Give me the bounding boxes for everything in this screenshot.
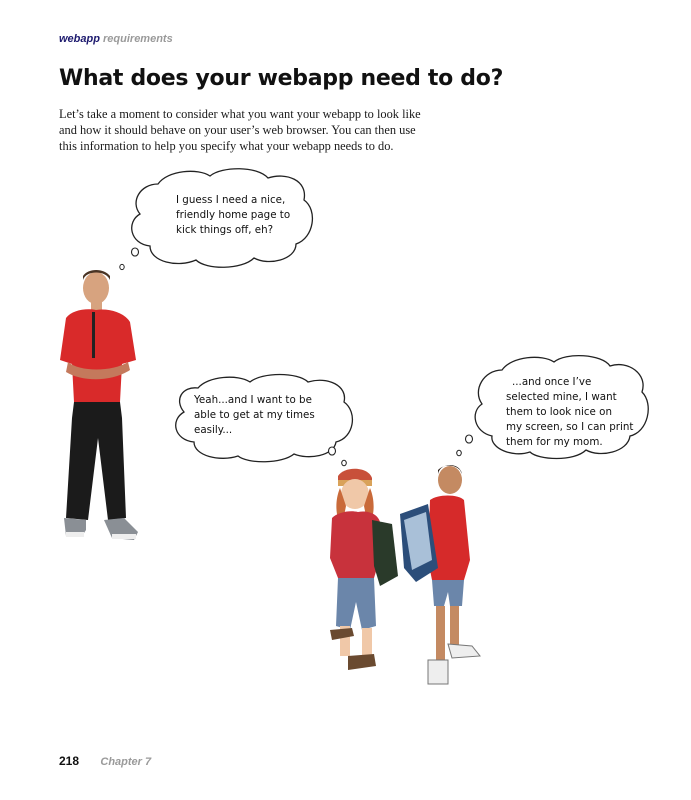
thought-text-boy: ...and once I’ve selected mine, I want them to look nice on my screen, so I can print them for my mom. <box>506 376 634 448</box>
chapter-label: Chapter 7 <box>100 756 152 768</box>
running-head <box>59 33 173 45</box>
girl-with-backpack-photo <box>318 466 402 682</box>
coach-photo <box>56 268 142 578</box>
thought-text-coach: I guess I need a nice, friendly home page to kick things off, eh? <box>176 194 291 236</box>
page-number: 218 <box>59 754 80 768</box>
intro-paragraph: Let’s take a moment to consider what you want your webapp to look like and how it should behave on your user’s web browser. You can then use this information to help you specify what your webapp needs to do. <box>59 107 421 153</box>
page-title: What does your webapp need to do? <box>59 66 504 91</box>
page-footer <box>59 754 151 768</box>
boy-with-backpack-photo <box>398 460 484 688</box>
running-head-section: webapp <box>59 33 100 45</box>
running-head-topic: requirements <box>103 33 173 45</box>
thought-text-girl: Yeah...and I want to be able to get at my times easily... <box>194 394 315 436</box>
